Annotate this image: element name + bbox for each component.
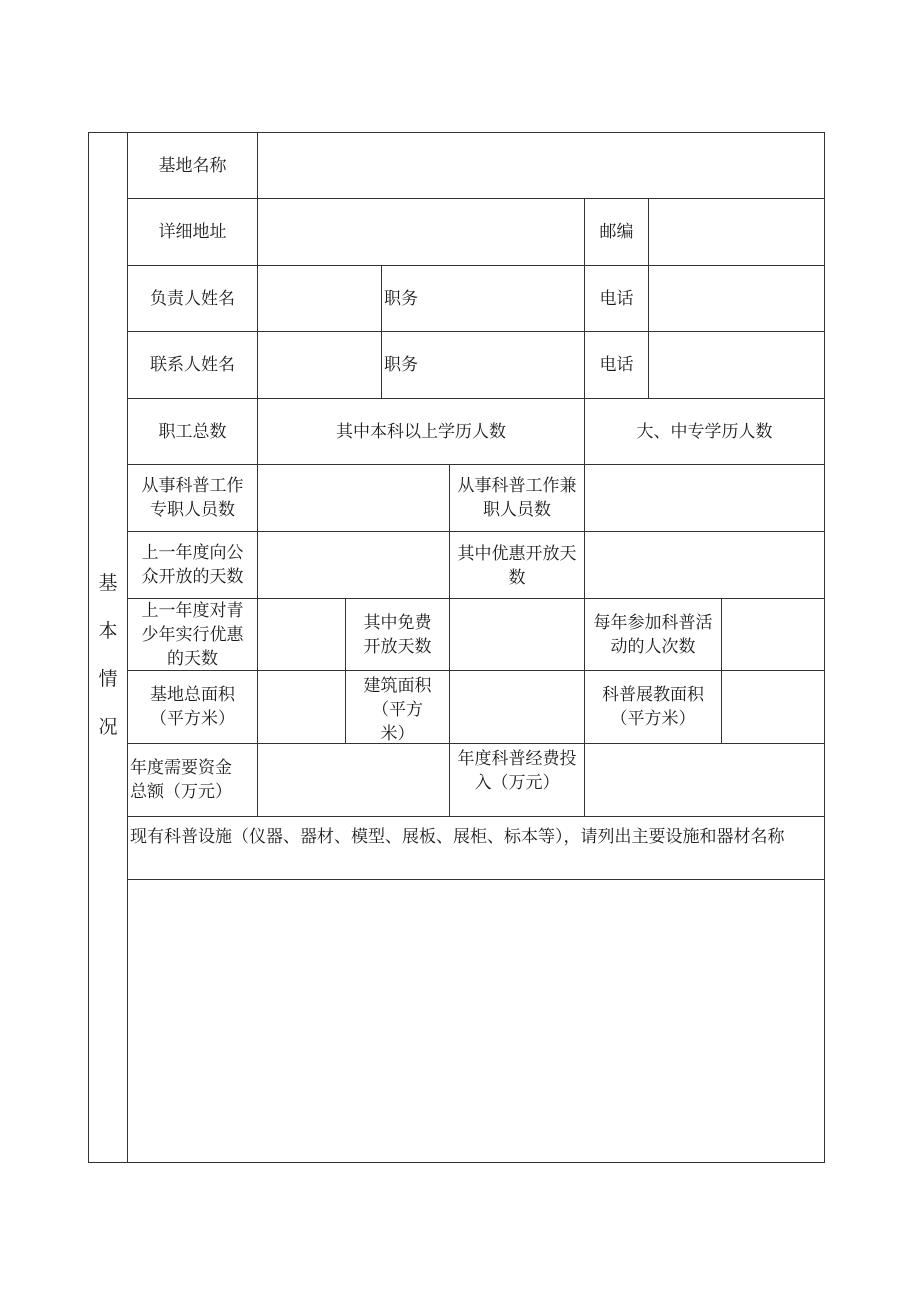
facilities-label: 现有科普设施（仪器、器材、模型、展板、展柜、标本等），请列出主要设施和器材名称 bbox=[130, 827, 785, 847]
section-label: 基 本 情 况 bbox=[98, 572, 118, 738]
free-days-field[interactable] bbox=[450, 599, 584, 670]
contact-phone-label: 电话 bbox=[599, 355, 634, 375]
total-area-field[interactable] bbox=[258, 671, 345, 743]
rule bbox=[824, 132, 825, 1163]
discount-days-label: 其中优惠开放天 数 bbox=[457, 544, 577, 588]
leader-phone-label: 电话 bbox=[599, 288, 634, 309]
total-area-label: 基地总面积 （平方米） bbox=[150, 685, 235, 729]
contact-name-label: 联系人姓名 bbox=[150, 355, 235, 375]
contact-name-field[interactable] bbox=[258, 332, 381, 398]
parttime-staff-field[interactable] bbox=[585, 465, 824, 531]
postcode-field[interactable] bbox=[649, 199, 824, 265]
funds-need-field[interactable] bbox=[258, 744, 449, 816]
staff-total-label: 职工总数 bbox=[158, 421, 227, 442]
leader-name-label: 负责人姓名 bbox=[150, 288, 235, 309]
staff-college-label: 大、中专学历人数 bbox=[636, 421, 773, 442]
address-label: 详细地址 bbox=[158, 222, 227, 242]
open-days-label: 上一年度向公 众开放的天数 bbox=[141, 543, 244, 587]
free-days-label: 其中免费 开放天数 bbox=[363, 612, 432, 657]
facilities-field[interactable] bbox=[128, 880, 824, 1162]
parttime-staff-label: 从事科普工作兼 职人员数 bbox=[457, 476, 577, 520]
funds-need-label: 年度需要资金 总额（万元） bbox=[130, 758, 232, 802]
exhibit-area-field[interactable] bbox=[722, 671, 824, 743]
youth-days-label: 上一年度对青 少年实行优惠 的天数 bbox=[141, 600, 244, 669]
visitors-field[interactable] bbox=[722, 599, 824, 670]
address-field[interactable] bbox=[258, 199, 584, 265]
funds-invest-field[interactable] bbox=[585, 744, 824, 816]
leader-phone-field[interactable] bbox=[649, 266, 824, 331]
visitors-label: 每年参加科普活 动的人次数 bbox=[593, 612, 713, 657]
building-area-field[interactable] bbox=[450, 671, 584, 743]
base-name-label: 基地名称 bbox=[158, 155, 227, 176]
contact-phone-field[interactable] bbox=[649, 332, 824, 398]
fulltime-staff-field[interactable] bbox=[258, 465, 449, 531]
discount-days-field[interactable] bbox=[585, 532, 824, 598]
fulltime-staff-label: 从事科普工作 专职人员数 bbox=[141, 476, 244, 520]
funds-invest-label: 年度科普经费投 入（万元） bbox=[457, 749, 577, 793]
base-name-field[interactable] bbox=[258, 133, 824, 198]
leader-position-label: 职务 bbox=[384, 288, 418, 309]
open-days-field[interactable] bbox=[258, 532, 449, 598]
rule bbox=[88, 1162, 825, 1163]
youth-days-field[interactable] bbox=[258, 599, 345, 670]
staff-bachelor-label: 其中本科以上学历人数 bbox=[336, 421, 506, 442]
postcode-label: 邮编 bbox=[599, 222, 634, 242]
contact-position-label: 职务 bbox=[384, 355, 418, 375]
exhibit-area-label: 科普展教面积 （平方米） bbox=[602, 685, 704, 729]
leader-name-field[interactable] bbox=[258, 266, 381, 331]
building-area-label: 建筑面积 （平方 米） bbox=[363, 676, 432, 744]
